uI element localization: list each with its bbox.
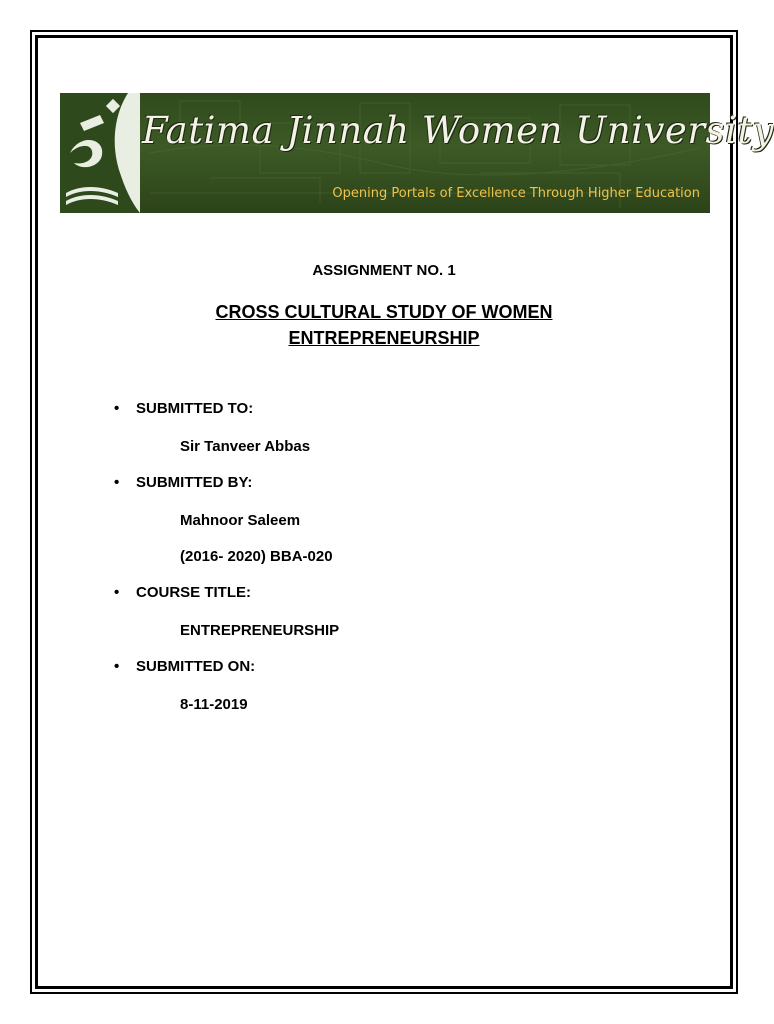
submitted-by-id: (2016- 2020) BBA-020 (180, 548, 333, 565)
submitted-to-label: SUBMITTED TO: (136, 400, 254, 417)
submitted-by-item (114, 474, 339, 494)
submitted-by-name: Mahnoor Saleem (180, 512, 301, 529)
bullet-icon: • (114, 400, 120, 417)
submitted-to-item (114, 400, 339, 420)
submitted-to-value: Sir Tanveer Abbas (180, 438, 311, 455)
bullet-icon: • (114, 658, 120, 675)
submitted-on-item (114, 658, 339, 678)
bullet-icon: • (114, 474, 120, 491)
university-tagline: Opening Portals of Excellence Through Higher Education (332, 186, 700, 201)
assignment-number: ASSIGNMENT NO. 1 (312, 262, 456, 279)
course-title-label: COURSE TITLE: (136, 584, 251, 601)
course-title-value: ENTREPRENEURSHIP (180, 622, 340, 639)
bullet-icon: • (114, 584, 120, 601)
submission-details (114, 400, 339, 716)
course-title-item (114, 584, 339, 604)
university-name: Fatima Jinnah Women University (142, 109, 774, 152)
submitted-by-label: SUBMITTED BY: (136, 474, 253, 491)
title-line-1: CROSS CULTURAL STUDY OF WOMEN (215, 302, 553, 322)
university-banner (60, 93, 774, 213)
submitted-on-value: 8-11-2019 (180, 696, 248, 713)
document-title (0, 299, 768, 351)
title-line-2: ENTREPRENEURSHIP (288, 328, 480, 348)
submitted-on-label: SUBMITTED ON: (136, 658, 256, 675)
university-logo-icon (60, 93, 140, 213)
